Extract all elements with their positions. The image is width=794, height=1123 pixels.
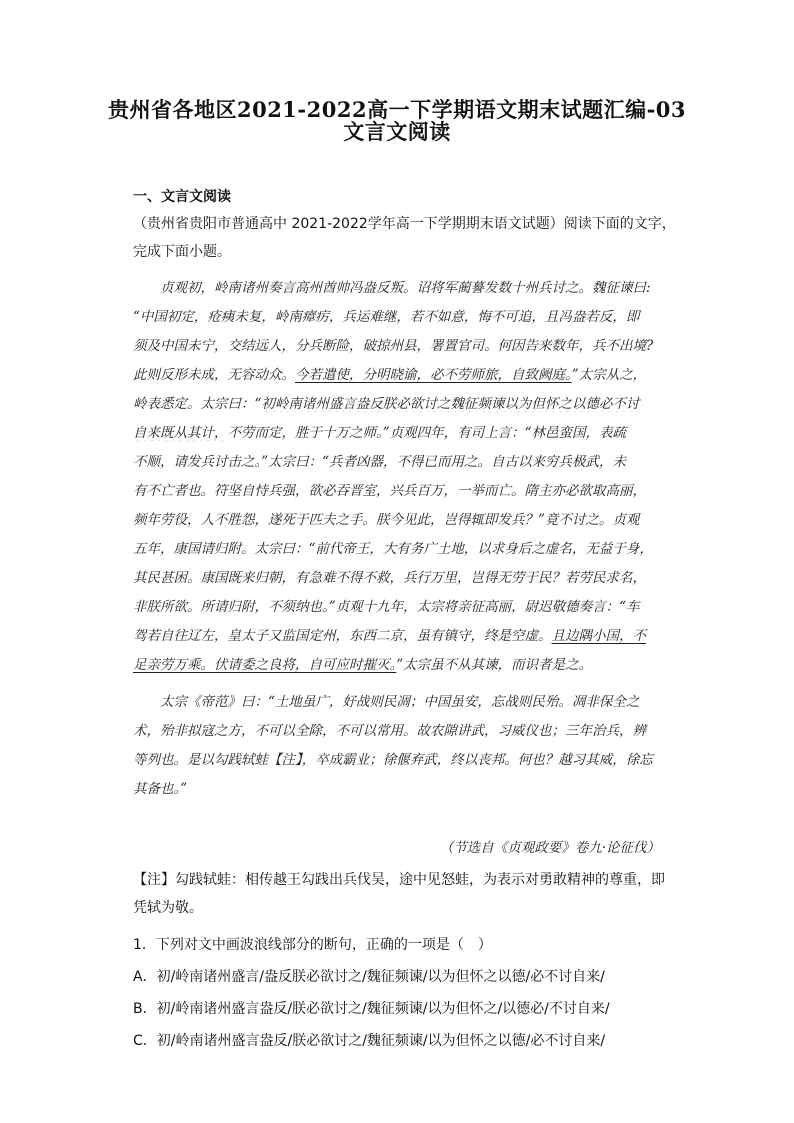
passage-line: 须及中国未宁，交结远人，分兵断险，破掠州县，署置官司。何因告来数年，兵不出境? [133,338,654,354]
passage-line [133,624,663,644]
passage-line [133,653,663,673]
question-stem: 1．下列对文中画波浪线部分的断句，正确的一项是（ ） [133,937,492,953]
passage-line [133,392,663,412]
passage-text: 此则反形未成，无容动众。 [133,367,295,383]
underlined-sentence: 今若遣使，分明晓谕，必不劳师旅，自致阙庭。 [295,367,572,383]
question-option-b: B．初/岭南诸州盛言盎反/朕必欲讨之/魏征频谏/以为但怀之/以德必/不讨自来/ [133,1001,610,1017]
passage-line: 贞观初，岭南诸州奏言高州酋帅冯盎反叛。诏将军蔺謩发数十州兵讨之。魏征谏曰: [133,280,651,296]
passage-line: “中国初定，疮痍未复，岭南瘴疠，兵运难继，若不如意，悔不可追，且冯盎若反，即 [133,309,640,325]
document-title: 贵州省各地区2021-2022高一下学期语文期末试题汇编-03 [107,97,687,122]
section-heading: 一、文言文阅读 [133,189,231,205]
passage-line: 五年，康国请归附。太宗曰：“前代帝王，大有务广土地，以求身后之虚名，无益于身， [133,541,653,557]
passage-line: 太宗《帝范》曰：“土地虽广，好战则民凋；中国虽安，忘战则民殆。凋非保全之 [133,694,640,710]
passage-line: 有不亡者也。符坚自恃兵强，欲必吞晋室，兴兵百万，一举而亡。隋主亦必欲取高丽， [133,483,646,499]
intro-line: 完成下面小题。 [133,244,231,260]
passage-text: 不劳而定，胜于十万之师。”贞观四年，有司上言：“林邑蛮国，表疏 [227,425,627,441]
passage-line: 其民甚困。康国既来归朝，有急难不得不救，兵行万里，岂得无劳于民？若劳民求名， [133,570,646,586]
wavy-underlined-sentence: 自来既从其计， [133,425,228,441]
underlined-sentence: 且边隅小国，不 [551,628,646,644]
question-option-c: C．初/岭南诸州盛言盎反/朕必欲讨之/魏征频谏/以为但怀之以德/必不讨自来/ [133,1033,606,1049]
passage-text: 驾若自往辽左，皇太子又监国定州，东西二京，虽有镇守，终是空虚。 [133,628,552,644]
wavy-underlined-sentence: 初岭南诸州盛言盎反朕必欲讨之魏征频谏以为但怀之以德必不讨 [261,396,640,412]
passage-line: 频年劳役，人不胜怨，遂死于匹夫之手。朕今见此，岂得辄即发兵？”竟不讨之。贞观 [133,512,640,528]
passage-line [133,421,663,441]
passage-text: ”太宗虽不从其谏，而识者是之。 [396,657,593,673]
document-subtitle: 文言文阅读 [343,119,451,144]
passage-line: 非朕所欲。所请归附，不须纳也。”贞观十九年，太宗将亲征高丽，尉迟敬德奏言：“车 [133,599,640,615]
footnote: 凭轼为敬。 [133,900,203,916]
intro-line: （贵州省贵阳市普通高中 2021-2022学年高一下学期期末语文试题）阅读下面的文字， [133,216,676,232]
passage-text: ”太宗从之， [571,367,647,383]
passage-line: 其备也。” [133,781,188,797]
passage-line: 等列也。是以勾践轼蛙【注】，卒成霸业；徐偃弃武，终以丧邦。何也？越习其威，徐忘 [133,752,653,768]
passage-source: （节选自《贞观政要》卷九·论征伐） [439,840,660,856]
passage-line [133,363,663,383]
passage-line: 术，殆非拟寇之方，不可以全除，不可以常用。故农隙讲武，习威仪也；三年治兵，辨 [133,723,646,739]
underlined-sentence: 足亲劳万乘。伏请委之良将，自可应时摧灭。 [133,657,397,673]
passage-text: 岭表悉定。太宗曰：“ [133,396,262,412]
passage-line: 不顺，请发兵讨击之。”太宗曰：“兵者凶器，不得已而用之。自古以来穷兵极武，未 [133,454,627,470]
question-option-a: A．初/岭南诸州盛言/盎反朕必欲讨之/魏征频谏/以为但怀之以德/必不讨自来/ [133,969,605,985]
footnote: 【注】勾践轼蛙：相传越王勾践出兵伐吴，途中见怒蛙，为表示对勇敢精神的尊重，即 [133,872,665,888]
